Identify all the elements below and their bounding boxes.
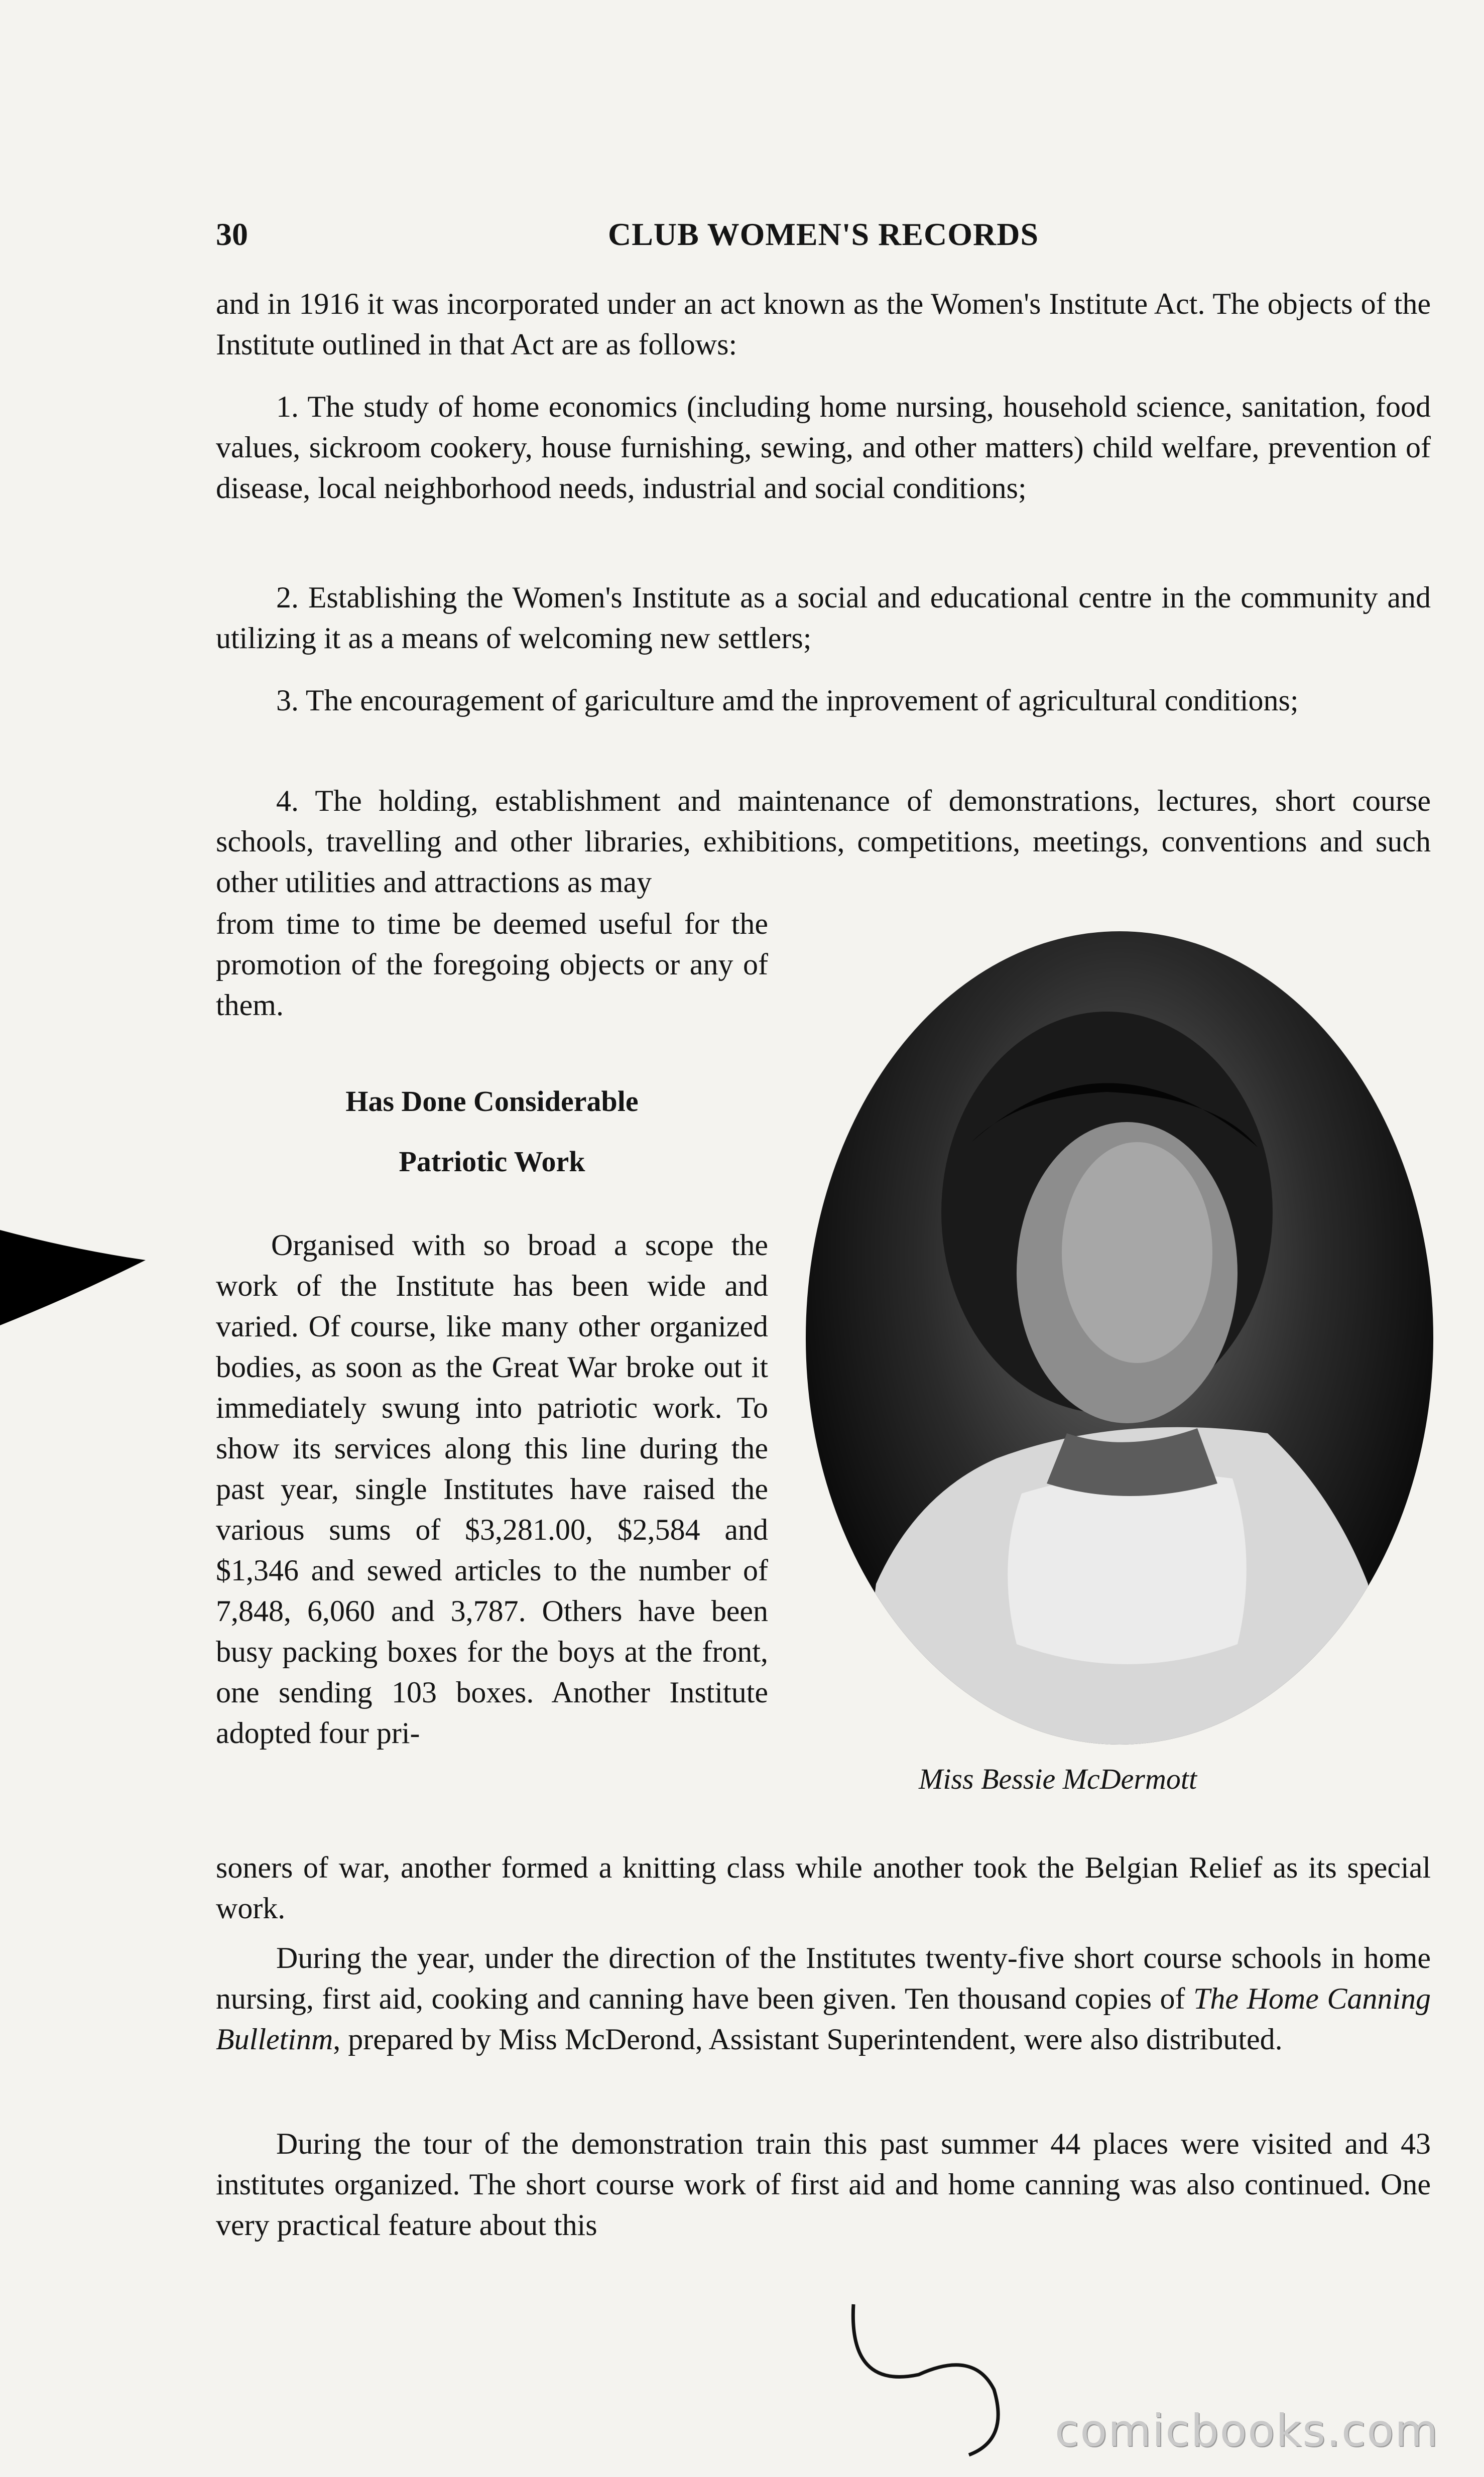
object-item-4: 4. The holding, establishment and maintenance of demonstrations, lectures, short course schools, travelling and other libraries, exhibitions, competitions, meetings, conventions and such other utilities and attractions as may — [216, 784, 1431, 899]
patriotic-work-paragraph-continued: soners of war, another formed a knitting class while another took the Belgian Relief as its special work. — [216, 1851, 1431, 1925]
watermark: comicbooks.com — [1054, 2405, 1439, 2456]
object-item-1: 1. The study of home economics (including home nursing, household science, sanitation, food values, sickroom cookery, house furnishing, sewing, and other matters) child welfare, prevention of disease, local neighborhood needs, industrial and social conditions; — [216, 390, 1431, 505]
short-course-text-before: During the year, under the direction of the Institutes twenty-five short course schools in home nursing, first aid, cooking and canning have been given. Ten thousand copies of — [216, 1941, 1431, 2015]
subheading-line-1: Has Done Considerable — [345, 1085, 639, 1118]
portrait — [806, 931, 1433, 1745]
intro-paragraph: and in 1916 it was incorporated under an act known as the Women's Institute Act. The objects of the Institute outlined in that Act are as follows: — [216, 287, 1431, 361]
portrait-figure — [806, 931, 1433, 1745]
object-item-2: 2. Establishing the Women's Institute as a social and educational centre in the community and utilizing it as a means of welcoming new settlers; — [216, 581, 1431, 655]
short-course-paragraph — [216, 1938, 1431, 2060]
patriotic-work-paragraph: Organised with so broad a scope the work of the Institute has been wide and varied. Of course, like many other organized bodies, as soon as the Great War broke out it immediately swung into patriotic work. To show its services along this line during the past year, single Institutes have raised the various sums of $3,281.00, $2,584 and $1,346 and sewed articles to the number of 7,848, 6,060 and 3,787. Others have been busy packing boxes for the boys at the front, one sending 103 boxes. Another Institute adopted four pri- — [216, 1228, 768, 1750]
subheading-line-2: Patriotic Work — [399, 1145, 585, 1178]
demonstration-train-paragraph: During the tour of the demonstration train this past summer 44 places were visited and 43 institutes organized. The short course work of first aid and home canning was also continued. One very practical feature about this — [216, 2127, 1431, 2242]
object-item-3: 3. The encouragement of gariculture amd the inprovement of agricultural conditions; — [276, 684, 1299, 717]
portrait-caption: Miss Bessie McDermott — [919, 1763, 1197, 1795]
object-item-4-continued: from time to time be deemed useful for the promotion of the foregoing objects or any of them. — [216, 907, 768, 1022]
portrait-photo — [806, 931, 1433, 1745]
scan-artifact-left — [0, 1220, 151, 1330]
page-header — [216, 216, 1431, 261]
bulletin-title: The Home Canning Bulletinm — [216, 1982, 1431, 2056]
running-title: CLUB WOMEN'S RECORDS — [607, 216, 1039, 252]
page-number: 30 — [216, 216, 248, 252]
short-course-text-after: , prepared by Miss McDerond, Assistant Superintendent, were also distributed. — [333, 2023, 1283, 2056]
